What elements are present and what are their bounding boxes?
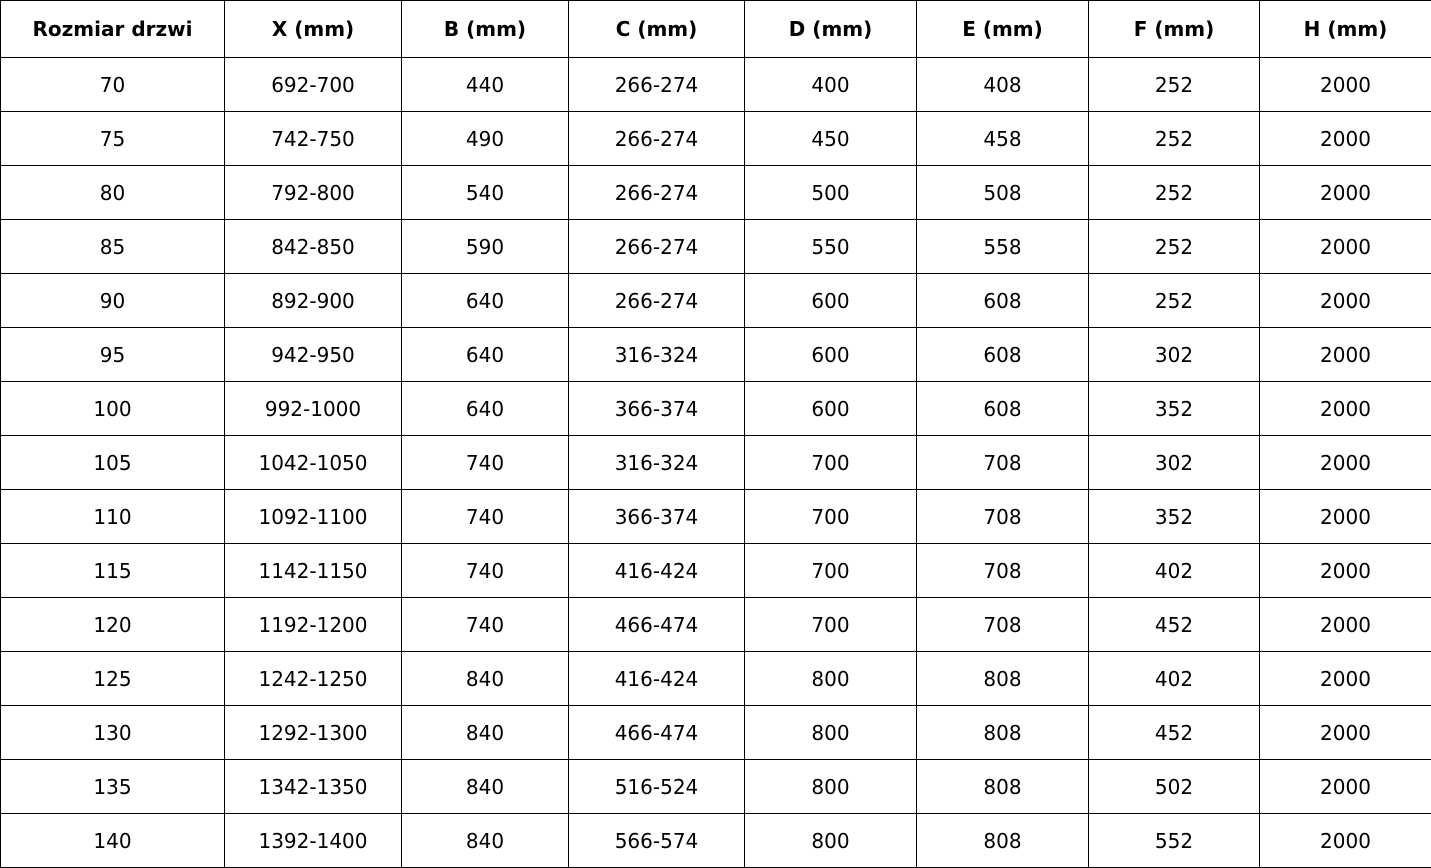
- cell-f: 252: [1089, 112, 1260, 166]
- cell-f: 352: [1089, 382, 1260, 436]
- cell-e: 808: [917, 760, 1089, 814]
- cell-h: 2000: [1260, 58, 1431, 112]
- cell-x: 742-750: [225, 112, 402, 166]
- cell-h: 2000: [1260, 382, 1431, 436]
- cell-b: 640: [402, 382, 569, 436]
- cell-x: 692-700: [225, 58, 402, 112]
- table-row: [1, 598, 1431, 652]
- cell-c: 266-274: [569, 58, 745, 112]
- cell-x: 992-1000: [225, 382, 402, 436]
- cell-b: 840: [402, 652, 569, 706]
- cell-b: 740: [402, 490, 569, 544]
- cell-e: 708: [917, 436, 1089, 490]
- cell-door-size: 90: [1, 274, 225, 328]
- cell-c: 366-374: [569, 490, 745, 544]
- cell-h: 2000: [1260, 490, 1431, 544]
- cell-x: 842-850: [225, 220, 402, 274]
- cell-b: 640: [402, 328, 569, 382]
- cell-e: 558: [917, 220, 1089, 274]
- cell-e: 508: [917, 166, 1089, 220]
- cell-x: 792-800: [225, 166, 402, 220]
- cell-door-size: 80: [1, 166, 225, 220]
- cell-e: 608: [917, 328, 1089, 382]
- column-header-x: X (mm): [225, 1, 402, 58]
- cell-door-size: 130: [1, 706, 225, 760]
- cell-f: 252: [1089, 166, 1260, 220]
- cell-d: 450: [745, 112, 917, 166]
- cell-e: 708: [917, 544, 1089, 598]
- cell-b: 840: [402, 814, 569, 868]
- table-row: [1, 490, 1431, 544]
- cell-d: 600: [745, 382, 917, 436]
- table-row: [1, 706, 1431, 760]
- table-header: [1, 1, 1431, 58]
- cell-c: 266-274: [569, 112, 745, 166]
- cell-x: 1392-1400: [225, 814, 402, 868]
- cell-e: 708: [917, 598, 1089, 652]
- cell-b: 840: [402, 706, 569, 760]
- cell-b: 740: [402, 598, 569, 652]
- cell-door-size: 100: [1, 382, 225, 436]
- cell-h: 2000: [1260, 436, 1431, 490]
- cell-x: 942-950: [225, 328, 402, 382]
- cell-f: 252: [1089, 274, 1260, 328]
- cell-f: 402: [1089, 652, 1260, 706]
- table-body: [1, 58, 1431, 868]
- cell-h: 2000: [1260, 760, 1431, 814]
- table-row: [1, 328, 1431, 382]
- cell-x: 1042-1050: [225, 436, 402, 490]
- table-row: [1, 382, 1431, 436]
- cell-h: 2000: [1260, 274, 1431, 328]
- cell-b: 490: [402, 112, 569, 166]
- cell-f: 502: [1089, 760, 1260, 814]
- cell-c: 316-324: [569, 328, 745, 382]
- cell-c: 416-424: [569, 652, 745, 706]
- column-header-e: E (mm): [917, 1, 1089, 58]
- cell-h: 2000: [1260, 328, 1431, 382]
- cell-f: 302: [1089, 328, 1260, 382]
- cell-h: 2000: [1260, 112, 1431, 166]
- cell-c: 466-474: [569, 598, 745, 652]
- cell-door-size: 135: [1, 760, 225, 814]
- table-row: [1, 166, 1431, 220]
- cell-f: 302: [1089, 436, 1260, 490]
- cell-f: 252: [1089, 58, 1260, 112]
- cell-b: 840: [402, 760, 569, 814]
- cell-d: 400: [745, 58, 917, 112]
- cell-f: 252: [1089, 220, 1260, 274]
- cell-door-size: 120: [1, 598, 225, 652]
- cell-x: 892-900: [225, 274, 402, 328]
- cell-b: 740: [402, 544, 569, 598]
- table-header-row: [1, 1, 1431, 58]
- cell-f: 552: [1089, 814, 1260, 868]
- cell-b: 540: [402, 166, 569, 220]
- column-header-h: H (mm): [1260, 1, 1431, 58]
- column-header-b: B (mm): [402, 1, 569, 58]
- column-header-f: F (mm): [1089, 1, 1260, 58]
- cell-e: 408: [917, 58, 1089, 112]
- cell-b: 640: [402, 274, 569, 328]
- cell-x: 1142-1150: [225, 544, 402, 598]
- cell-e: 808: [917, 706, 1089, 760]
- cell-d: 550: [745, 220, 917, 274]
- cell-f: 452: [1089, 706, 1260, 760]
- cell-d: 800: [745, 706, 917, 760]
- cell-h: 2000: [1260, 652, 1431, 706]
- cell-e: 608: [917, 382, 1089, 436]
- cell-x: 1292-1300: [225, 706, 402, 760]
- cell-d: 500: [745, 166, 917, 220]
- cell-x: 1192-1200: [225, 598, 402, 652]
- cell-f: 352: [1089, 490, 1260, 544]
- cell-e: 458: [917, 112, 1089, 166]
- cell-b: 590: [402, 220, 569, 274]
- cell-e: 808: [917, 652, 1089, 706]
- table-row: [1, 274, 1431, 328]
- cell-door-size: 115: [1, 544, 225, 598]
- cell-e: 608: [917, 274, 1089, 328]
- table-row: [1, 58, 1431, 112]
- cell-door-size: 105: [1, 436, 225, 490]
- cell-c: 516-524: [569, 760, 745, 814]
- table-row: [1, 220, 1431, 274]
- cell-d: 700: [745, 598, 917, 652]
- table-row: [1, 112, 1431, 166]
- cell-d: 800: [745, 760, 917, 814]
- cell-e: 808: [917, 814, 1089, 868]
- cell-h: 2000: [1260, 598, 1431, 652]
- cell-door-size: 95: [1, 328, 225, 382]
- table-row: [1, 652, 1431, 706]
- table-row: [1, 544, 1431, 598]
- table-row: [1, 760, 1431, 814]
- cell-d: 700: [745, 490, 917, 544]
- cell-door-size: 75: [1, 112, 225, 166]
- cell-x: 1092-1100: [225, 490, 402, 544]
- cell-h: 2000: [1260, 706, 1431, 760]
- cell-c: 466-474: [569, 706, 745, 760]
- cell-door-size: 125: [1, 652, 225, 706]
- column-header-c: C (mm): [569, 1, 745, 58]
- cell-b: 740: [402, 436, 569, 490]
- cell-c: 366-374: [569, 382, 745, 436]
- cell-d: 700: [745, 544, 917, 598]
- cell-d: 700: [745, 436, 917, 490]
- cell-d: 800: [745, 652, 917, 706]
- cell-f: 452: [1089, 598, 1260, 652]
- cell-c: 566-574: [569, 814, 745, 868]
- cell-d: 600: [745, 328, 917, 382]
- cell-x: 1242-1250: [225, 652, 402, 706]
- cell-c: 416-424: [569, 544, 745, 598]
- cell-h: 2000: [1260, 166, 1431, 220]
- cell-e: 708: [917, 490, 1089, 544]
- cell-door-size: 110: [1, 490, 225, 544]
- cell-door-size: 85: [1, 220, 225, 274]
- cell-h: 2000: [1260, 544, 1431, 598]
- column-header-door-size: Rozmiar drzwi: [1, 1, 225, 58]
- cell-h: 2000: [1260, 220, 1431, 274]
- cell-b: 440: [402, 58, 569, 112]
- cell-f: 402: [1089, 544, 1260, 598]
- cell-door-size: 70: [1, 58, 225, 112]
- cell-door-size: 140: [1, 814, 225, 868]
- cell-c: 266-274: [569, 166, 745, 220]
- cell-x: 1342-1350: [225, 760, 402, 814]
- cell-d: 800: [745, 814, 917, 868]
- cell-c: 316-324: [569, 436, 745, 490]
- cell-c: 266-274: [569, 220, 745, 274]
- table-row: [1, 814, 1431, 868]
- table-row: [1, 436, 1431, 490]
- cell-h: 2000: [1260, 814, 1431, 868]
- column-header-d: D (mm): [745, 1, 917, 58]
- cell-c: 266-274: [569, 274, 745, 328]
- cell-d: 600: [745, 274, 917, 328]
